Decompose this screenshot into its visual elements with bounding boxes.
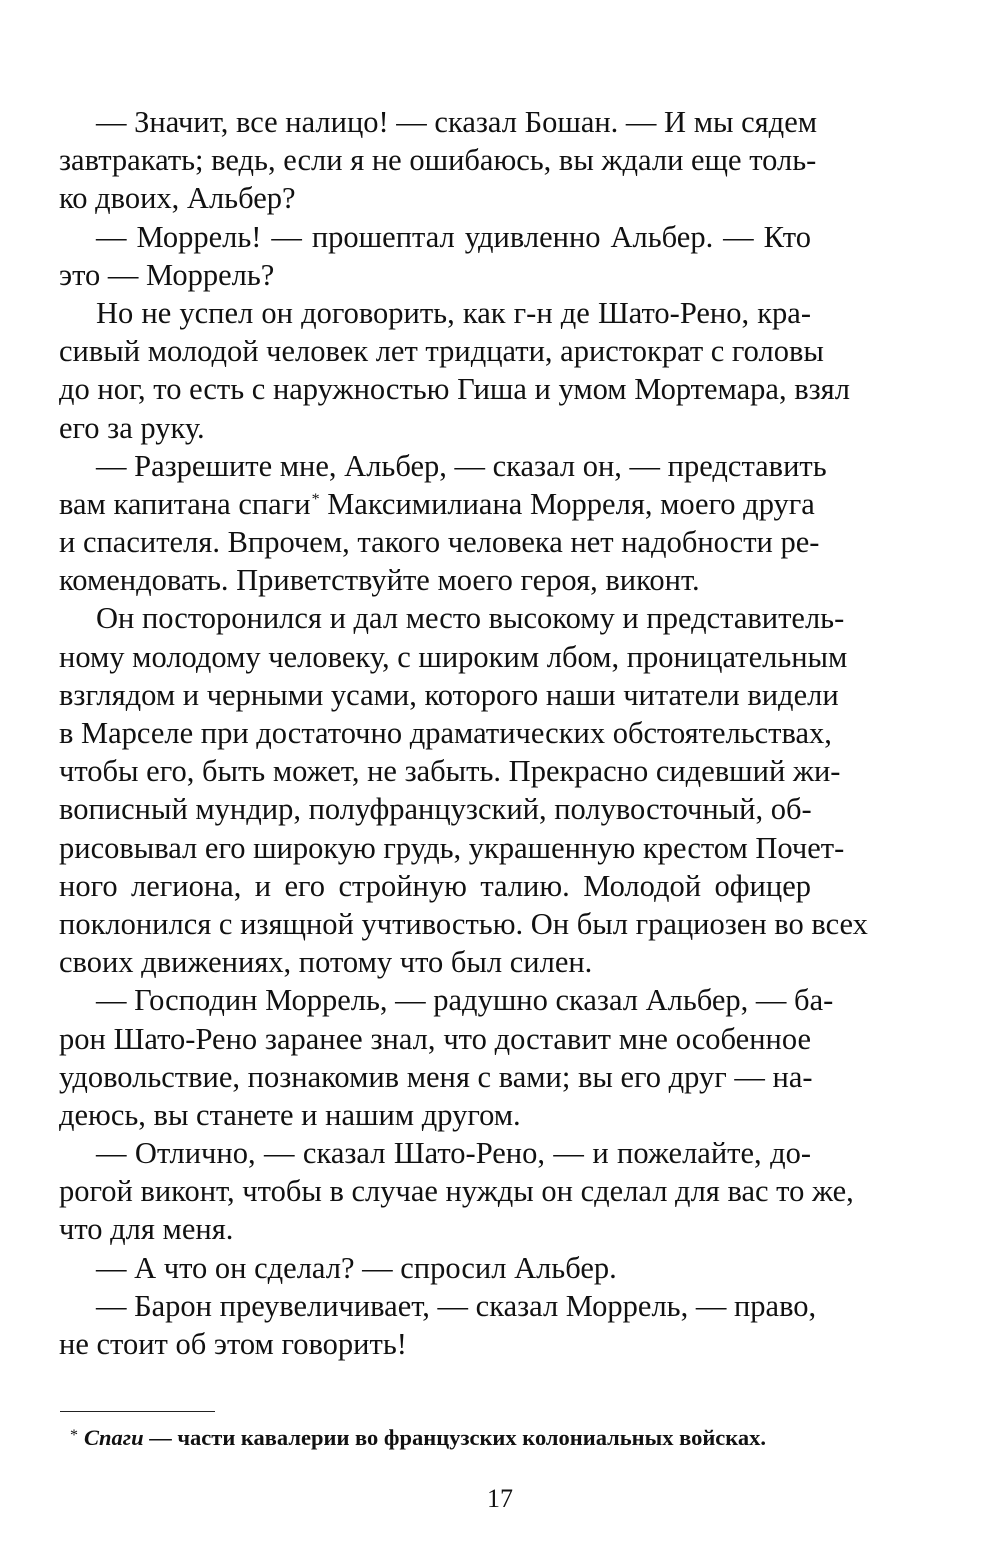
text-line: — Барон преувеличивает, — сказал Моррель, — право, xyxy=(96,1288,817,1323)
text-line: и спасителя. Впрочем, такого человека нет надобности ре- xyxy=(59,525,820,560)
text-line: рон Шато-Рено заранее знал, что доставит мне особенное xyxy=(59,1021,811,1056)
text-line: удовольствие, познакомив меня с вами; вы его друг — на- xyxy=(59,1059,813,1094)
text-line: — Господин Моррель, — радушно сказал Альбер, — ба- xyxy=(96,983,834,1018)
footnote-asterisk: * xyxy=(70,1427,78,1444)
text-line: что для меня. xyxy=(59,1212,234,1247)
text-line: чтобы его, быть может, не забыть. Прекрасно сидевший жи- xyxy=(59,754,841,789)
text-line: ко двоих, Альбер? xyxy=(59,181,296,216)
text-line: — Моррель! — прошептал удивленно Альбер. — Кто xyxy=(96,219,811,254)
footnote-reference: * xyxy=(311,490,320,508)
text-line: — А что он сделал? — спросил Альбер. xyxy=(96,1250,617,1285)
text-line: взглядом и черными усами, которого наши читатели видели xyxy=(59,677,839,712)
text-line: рисовывал его широкую грудь, украшенную крестом Почет- xyxy=(59,830,845,865)
text-line: завтракать; ведь, если я не ошибаюсь, вы ждали еще толь- xyxy=(59,143,817,178)
text-line: сивый молодой человек лет тридцати, аристократ с головы xyxy=(59,334,824,369)
text-line: комендовать. Приветствуйте моего героя, виконт. xyxy=(59,563,700,598)
text-line: поклонился с изящной учтивостью. Он был грациозен во всех xyxy=(59,906,868,941)
text-line: ному молодому человеку, с широким лбом, проницательным xyxy=(59,639,848,674)
text-line: Но не успел он договорить, как г-н де Шато-Рено, кра- xyxy=(96,295,811,330)
text-line: в Марселе при достаточно драматических обстоятельствах, xyxy=(59,716,832,750)
text-line: Он посторонился и дал место высокому и представитель- xyxy=(96,601,845,636)
text-line: до ног, то есть с наружностью Гиша и умом Мортемара, взял xyxy=(59,372,850,407)
text-line: — Разрешите мне, Альбер, — сказал он, — представить xyxy=(96,448,827,483)
page-number: 17 xyxy=(487,1484,513,1513)
footnote xyxy=(70,1424,814,1452)
text-line: ного легиона, и его стройную талию. Молодой офицер xyxy=(59,868,811,903)
footnote-term: Спаги xyxy=(84,1425,144,1450)
body-text xyxy=(59,103,868,1363)
text-line: — Отлично, — сказал Шато-Рено, — и пожелайте, до- xyxy=(96,1136,811,1171)
footnote-text: — части кавалерии во французских колониальных войсках. xyxy=(143,1425,767,1450)
text-line: вописный мундир, полуфранцузский, полувосточный, об- xyxy=(59,792,812,827)
text-line: не стоит об этом говорить! xyxy=(59,1327,407,1361)
footnote-separator xyxy=(60,1411,215,1412)
text-line: — Значит, все налицо! — сказал Бошан. — И мы сядем xyxy=(96,105,818,139)
text-line: его за руку. xyxy=(59,410,205,445)
text-line: это — Моррель? xyxy=(59,257,275,292)
text-line: рогой виконт, чтобы в случае нужды он сделал для вас то же, xyxy=(59,1174,854,1209)
text-line: деюсь, вы станете и нашим другом. xyxy=(59,1097,521,1132)
text-line: своих движениях, потому что был силен. xyxy=(59,945,593,980)
text-line: вам капитана спаги* Максимилиана Морреля, моего друга xyxy=(59,486,815,521)
